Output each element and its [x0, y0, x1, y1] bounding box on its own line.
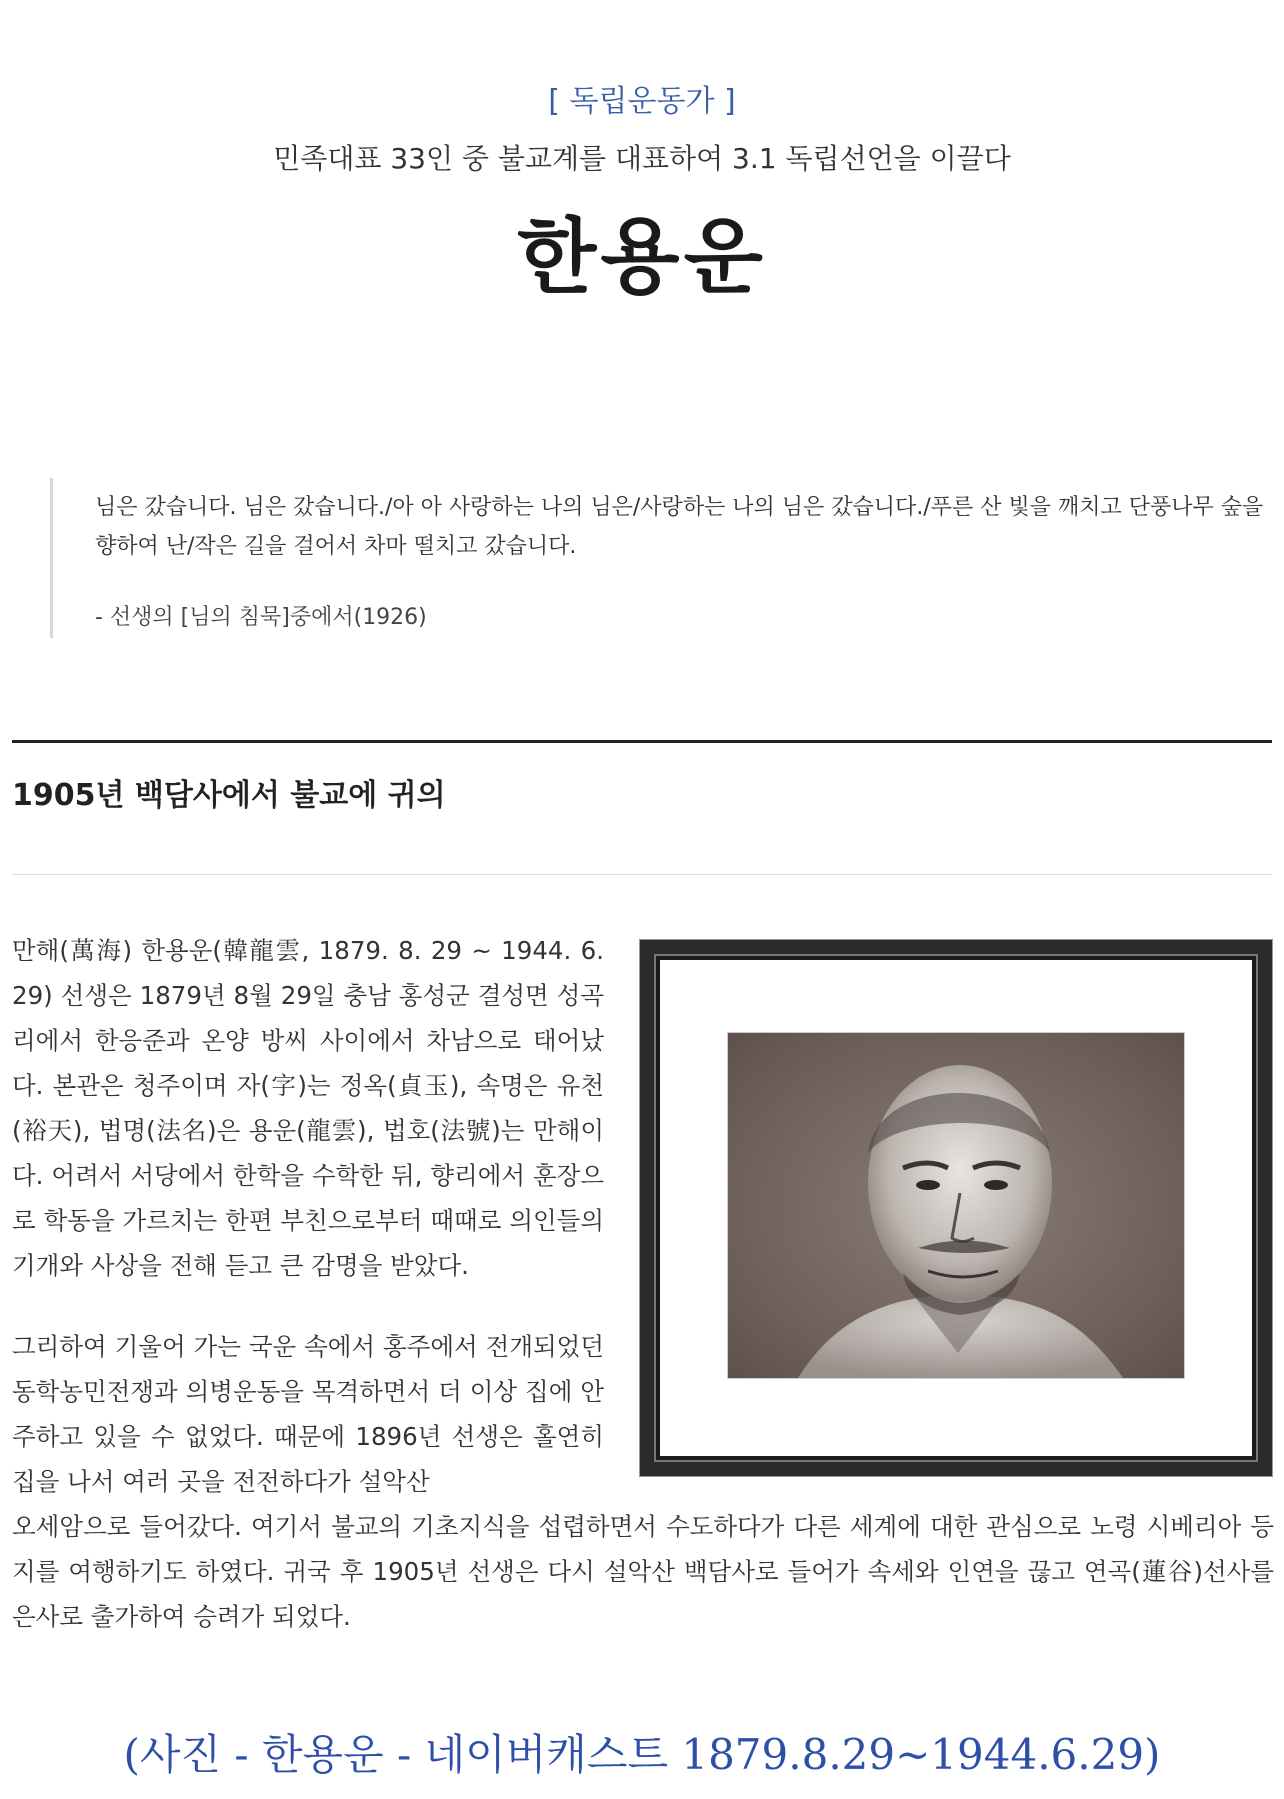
article-title: 한용운: [517, 209, 767, 305]
body-paragraph-2-end: 오세암으로 들어갔다. 여기서 불교의 기초지식을 섭렵하면서 수도하다가 다른 세계에 대한 관심으로 노령 시베리아 등지를 여행하기도 하였다. 귀국 후 1905년 선생은 다시 설악산 백담사로 들어가 속세와 인연을 끊고 연곡(蓮谷)선사를 은사로 출가하여 승려가 되었다.: [12, 1512, 1274, 1631]
body-paragraph-2-start: 그리하여 기울어 가는 국운 속에서 홍주에서 전개되었던 동학농민전쟁과 의병운동을 목격하면서 더 이상 집에 안주하고 있을 수 없었다. 때문에 1896년 선생은 홀연히 집을 나서 여러 곳을 전전하다가 설악산: [12, 1332, 604, 1496]
quote-text: 님은 갔습니다. 님은 갔습니다./아 아 사랑하는 나의 님은/사랑하는 나의 님은 갔습니다./푸른 산 빛을 깨치고 단풍나무 숲을 향하여 난/작은 길을 걸어서 차마 떨치고 갔습니다.: [95, 495, 1264, 559]
portrait-right-eye: [984, 1180, 1008, 1190]
section-divider-dark: [12, 740, 1272, 743]
portrait-illustration: [728, 1033, 1184, 1378]
section-title: 1905년 백담사에서 불교에 귀의: [12, 778, 446, 813]
portrait-left-eye: [916, 1180, 940, 1190]
quote-source: - 선생의 [님의 침묵]중에서(1926): [95, 605, 427, 630]
article-subtitle: 민족대표 33인 중 불교계를 대표하여 3.1 독립선언을 이끌다: [273, 142, 1011, 175]
portrait-frame: [640, 940, 1272, 1476]
portrait-photo: [727, 1032, 1185, 1379]
quote-block: [50, 478, 1273, 638]
category-label: [ 독립운동가 ]: [548, 84, 736, 119]
body-paragraph-1: 만해(萬海) 한용운(韓龍雲, 1879. 8. 29 ~ 1944. 6. 29) 선생은 1879년 8월 29일 충남 홍성군 결성면 성곡리에서 한응준과 온양 방씨 사이에서 차남으로 태어났다. 본관은 청주이며 자(字)는 정옥(貞玉), 속명은 유천(裕天), 법명(法名)은 용운(龍雲), 법호(法號)는 만해이다. 어려서 서당에서 한학을 수학한 뒤, 향리에서 훈장으로 학동을 가르치는 한편 부친으로부터 때때로 의인들의 기개와 사상을 전해 듣고 큰 감명을 받았다.: [12, 936, 604, 1280]
photo-caption: (사진 - 한용운 - 네이버캐스트 1879.8.29~1944.6.29): [123, 1730, 1161, 1779]
section-divider-light: [12, 874, 1272, 875]
